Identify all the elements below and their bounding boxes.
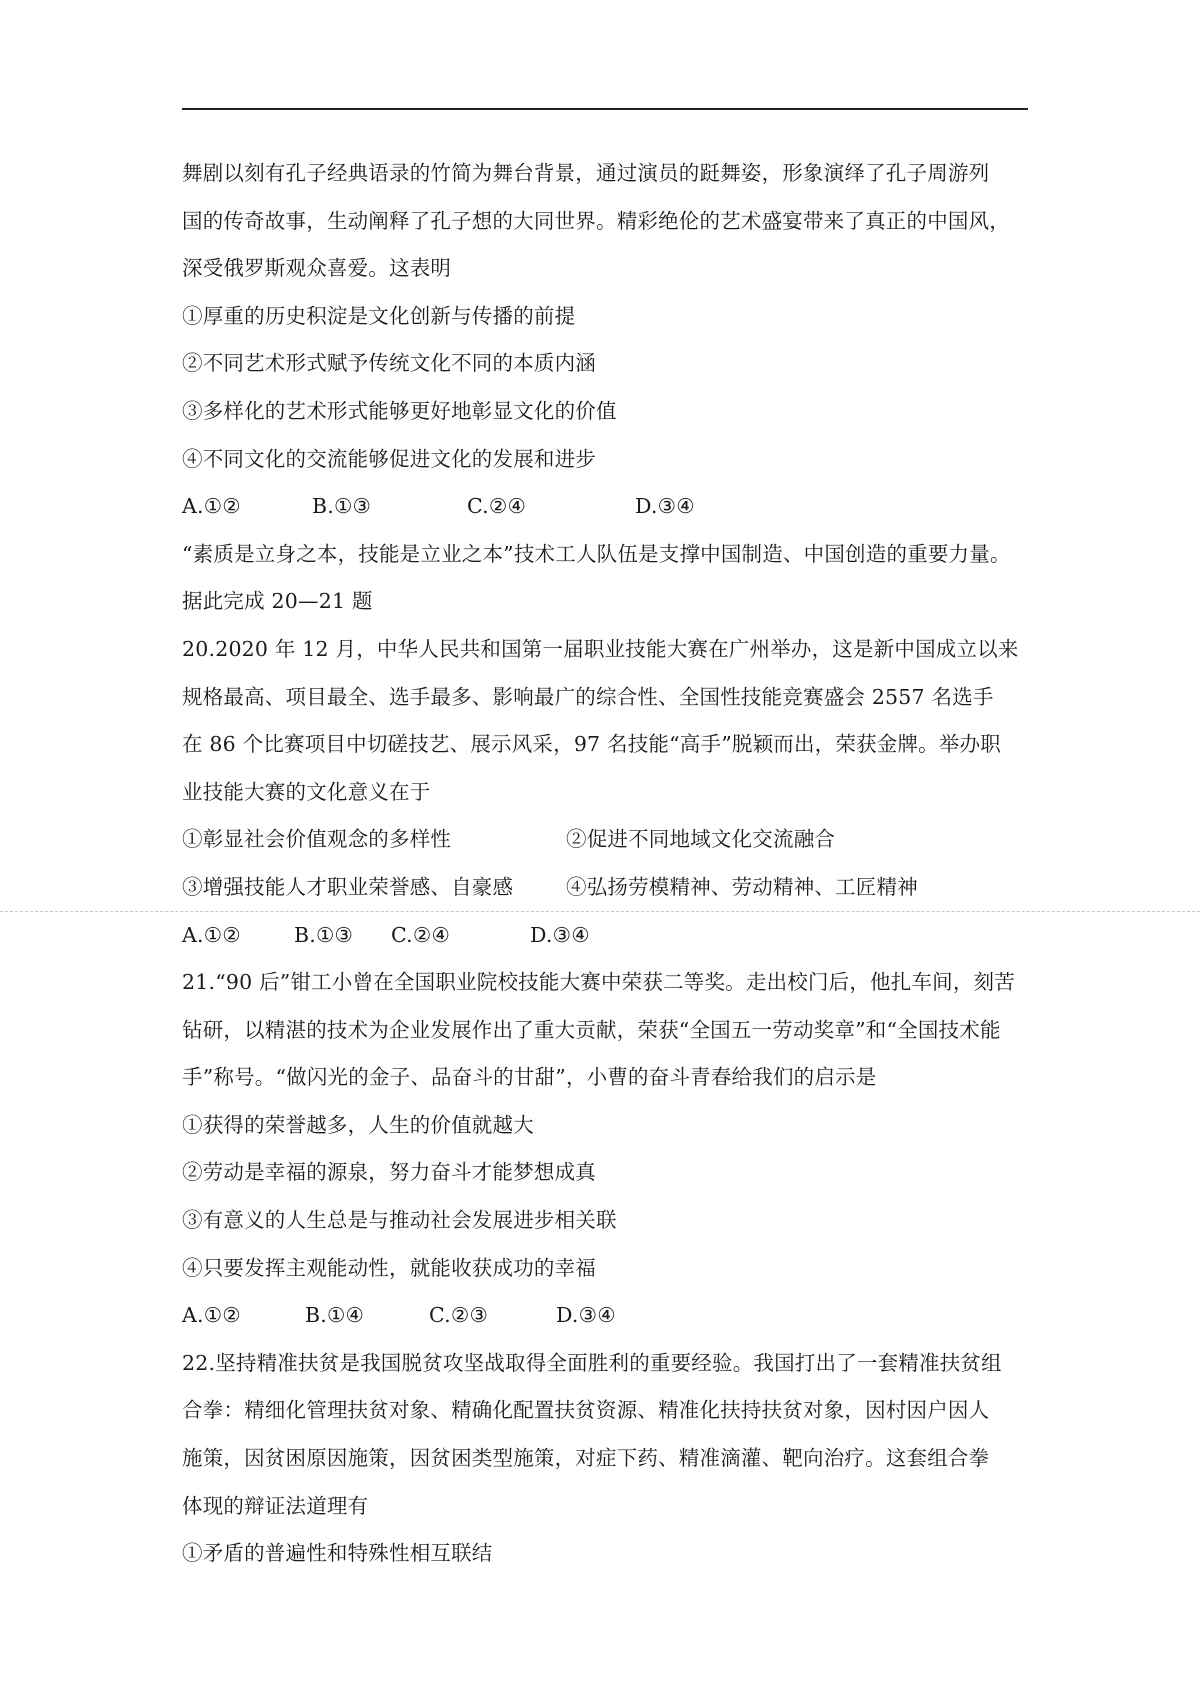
question-text-line: 钻研，以精湛的技术为企业发展作出了重大贡献，荣获“全国五一劳动奖章”和“全国技术能	[182, 1017, 1001, 1042]
question-text-line: 体现的辩证法道理有	[182, 1493, 369, 1518]
question-text-line: 20.2020 年 12 月，中华人民共和国第一届职业技能大赛在广州举办，这是新中国成立以来	[182, 636, 1019, 661]
option-c: C.②③	[429, 1303, 489, 1328]
statement-item: ③增强技能人才职业荣誉感、自豪感	[182, 874, 514, 899]
option-c: C.②④	[467, 494, 527, 519]
option-d: D.③④	[530, 922, 590, 947]
question-22-stem	[182, 1340, 1028, 1530]
question-19-stem	[182, 150, 1028, 293]
statement-item: ②促进不同地域文化交流融合	[566, 827, 836, 852]
header-rule	[182, 108, 1028, 110]
group-intro-20-21	[182, 531, 1028, 626]
question-22-statements	[182, 1530, 1028, 1578]
question-19-statements	[182, 293, 1028, 483]
exam-page-content	[182, 150, 1028, 1578]
question-text-line: 21.“90 后”钳工小曾在全国职业院校技能大赛中荣获二等奖。走出校门后，他扎车间，刻苦	[182, 970, 1015, 995]
option-d: D.③④	[556, 1303, 616, 1328]
option-d: D.③④	[635, 494, 695, 519]
statement-item: ③有意义的人生总是与推动社会发展进步相关联	[182, 1208, 617, 1233]
question-text-line: 在 86 个比赛项目中切磋技艺、展示风采，97 名技能“高手”脱颖而出，荣获金牌。举办职	[182, 732, 1001, 757]
statement-item: ②劳动是幸福的源泉，努力奋斗才能梦想成真	[182, 1160, 596, 1185]
question-20-stem	[182, 626, 1028, 816]
statement-row	[182, 816, 1028, 864]
statement-item: ④不同文化的交流能够促进文化的发展和进步	[182, 446, 596, 471]
question-19-options	[182, 483, 1028, 531]
question-20-statements	[182, 816, 1028, 911]
question-text-line: 合拳：精细化管理扶贫对象、精确化配置扶贫资源、精准化扶持扶贫对象，因村因户因人	[182, 1398, 990, 1423]
question-21-options	[182, 1292, 1028, 1340]
statement-item: ④弘扬劳模精神、劳动精神、工匠精神	[566, 874, 918, 899]
statement-item: ①获得的荣誉越多，人生的价值就越大	[182, 1112, 534, 1137]
statement-item: ④只要发挥主观能动性，就能收获成功的幸福	[182, 1255, 596, 1280]
question-text-line: 规格最高、项目最全、选手最多、影响最广的综合性、全国性技能竞赛盛会 2557 名选手	[182, 684, 994, 709]
statement-item: ①彰显社会价值观念的多样性	[182, 827, 452, 852]
option-b: B.①④	[305, 1303, 365, 1328]
group-intro-line: 据此完成 20—21 题	[182, 589, 373, 614]
question-text-line: 国的传奇故事，生动阐释了孔子想的大同世界。精彩绝伦的艺术盛宴带来了真正的中国风，	[182, 208, 1010, 233]
question-text-line: 22.坚持精准扶贫是我国脱贫攻坚战取得全面胜利的重要经验。我国打出了一套精准扶贫组	[182, 1350, 1002, 1375]
option-a: A.①②	[182, 1303, 241, 1328]
question-text-line: 手”称号。“做闪光的金子、品奋斗的甘甜”，小曹的奋斗青春给我们的启示是	[182, 1065, 877, 1090]
statement-row	[182, 864, 1028, 912]
statement-item: ③多样化的艺术形式能够更好地彰显文化的价值	[182, 398, 617, 423]
option-a: A.①②	[182, 922, 241, 947]
option-a: A.①②	[182, 494, 241, 519]
question-21-stem	[182, 959, 1028, 1102]
group-intro-line: “素质是立身之本，技能是立业之本”技术工人队伍是支撑中国制造、中国创造的重要力量。	[182, 541, 1011, 566]
option-c: C.②④	[391, 922, 451, 947]
question-text-line: 业技能大赛的文化意义在于	[182, 779, 431, 804]
option-b: B.①③	[294, 922, 354, 947]
question-text-line: 深受俄罗斯观众喜爱。这表明	[182, 256, 452, 281]
option-b: B.①③	[312, 494, 372, 519]
statement-item: ②不同艺术形式赋予传统文化不同的本质内涵	[182, 351, 596, 376]
question-text-line: 舞剧以刻有孔子经典语录的竹简为舞台背景，通过演员的跹舞姿，形象演绎了孔子周游列	[182, 161, 990, 185]
question-text-line: 施策，因贫困原因施策，因贫困类型施策，对症下药、精准滴灌、靶向治疗。这套组合拳	[182, 1446, 990, 1471]
question-20-options	[182, 912, 1028, 960]
statement-item: ①厚重的历史积淀是文化创新与传播的前提	[182, 303, 576, 328]
statement-item: ①矛盾的普遍性和特殊性相互联结	[182, 1541, 493, 1566]
question-21-statements	[182, 1102, 1028, 1292]
